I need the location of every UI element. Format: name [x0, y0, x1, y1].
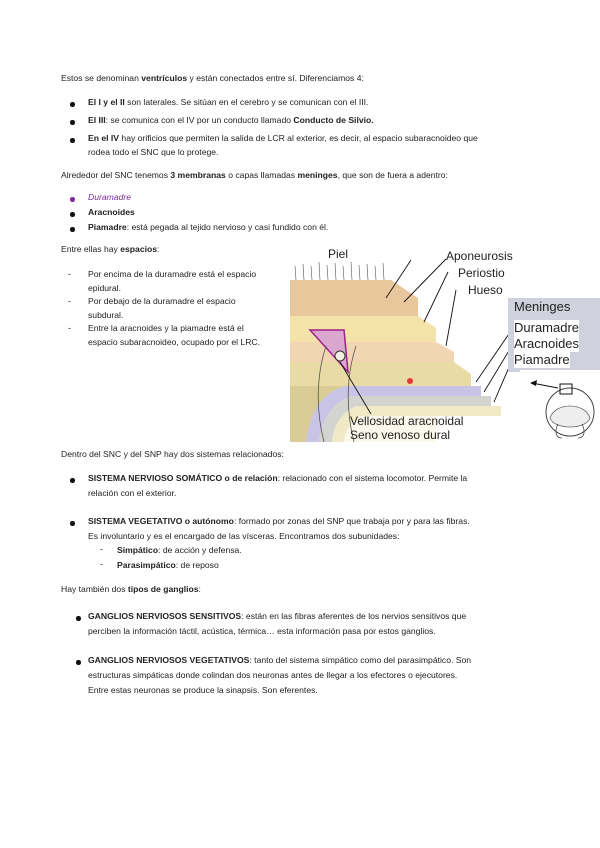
vessel-dot: [407, 378, 413, 384]
label-periostio: Periostio: [458, 266, 505, 280]
dash: -: [68, 269, 71, 279]
ganglia-bold: tipos de ganglios: [127, 584, 199, 594]
ganglia-intro: [61, 583, 517, 597]
ventricle-item-1: [88, 96, 518, 110]
vegetative-text: : formado por zonas del SNP que trabaja por y para las fibras.: [233, 516, 470, 526]
dash: -: [68, 323, 71, 333]
sensitive-text: : están en las fibras aferentes de los nervios sensitivos que: [241, 611, 467, 621]
space-2-line2: subdural.: [88, 309, 124, 320]
intro-text-end: y están conectados entre sí. Diferenciamos 4:: [187, 73, 364, 83]
vegetative-cont: Es involuntario y es el encargado de las vísceras. Encontramos dos subunidades:: [88, 531, 400, 541]
membrane-piamadre: [88, 221, 518, 235]
membranes-bold: 3 membranas: [170, 170, 226, 180]
somatic-cont: relación con el exterior.: [88, 488, 177, 498]
bullet: [70, 521, 75, 526]
membranes-intro: [61, 169, 517, 183]
membrane-aracnoides: [88, 206, 135, 220]
vegetative-bold: SISTEMA VEGETATIVO o autónomo: [88, 516, 234, 526]
ventricle-3-text: hay orificios que permiten la salida de LCR al exterior, es decir, al espacio subaracnoideo que: [119, 133, 478, 143]
intro-bold: ventrículos: [141, 73, 188, 83]
vegetative-system: [88, 515, 518, 529]
bone-top: [290, 362, 471, 386]
arachnoid-villus: [335, 351, 345, 361]
ventricle-item-3-cont: rodea todo el SNC que lo protege.: [88, 147, 219, 157]
space-3-line2: espacio subaracnoideo, ocupado por el LRC.: [88, 336, 260, 347]
label-piel: Piel: [328, 247, 349, 261]
bullet: [70, 120, 75, 125]
space-epidural: [88, 268, 288, 295]
label-aracnoides: Aracnoides: [514, 336, 580, 351]
membranes-text: Alrededor del SNC tenemos: [61, 170, 171, 180]
ganglia-vegetative: [88, 654, 516, 668]
head-sketch: [510, 372, 600, 442]
ventricle-2-bold-end: Conducto de Silvio.: [293, 115, 374, 125]
vegetative-ganglia-text: : tanto del sistema simpático como del parasimpático. Son: [249, 655, 472, 665]
vegetative-ganglia-bold: GANGLIOS NERVIOSOS VEGETATIVOS: [88, 655, 250, 665]
meninges-bold: meninges: [297, 170, 338, 180]
membranes-text-mid: o capas llamadas: [225, 170, 298, 180]
simpatico-text: : de acción y defensa.: [158, 545, 242, 555]
somatic-system: [88, 472, 516, 486]
spaces-bold: espacios: [120, 244, 158, 254]
spaces-text: Entre ellas hay: [61, 244, 121, 254]
ventricles-intro: [61, 72, 517, 86]
bullet: [70, 478, 75, 483]
hair-lines: [295, 262, 384, 280]
label-piamadre: Piamadre: [514, 352, 570, 367]
ganglia-sensitive-cont: perciben la información táctil, acústica, térmica… esta información pasa por estos ganglios.: [88, 626, 436, 636]
aponeurosis-layer: [290, 316, 436, 342]
meninges-diagram: [286, 246, 520, 442]
simpatico-bold: Simpático: [117, 545, 159, 555]
label-vellosidad: Vellosidad aracnoidal: [350, 414, 464, 428]
piamadre-bold: Piamadre: [88, 222, 127, 232]
label-hueso: Hueso: [468, 283, 503, 297]
label-meninges: Meninges: [514, 299, 571, 314]
sub-parasimpatico: [117, 559, 219, 573]
sensitive-bold: GANGLIOS NERVIOSOS SENSITIVOS: [88, 611, 242, 621]
bullet: [76, 616, 81, 621]
ganglia-vegetative-cont2: Entre estas neuronas se produce la sinapsis. Son eferentes.: [88, 685, 318, 695]
bullet: [70, 138, 75, 143]
parasimpatico-bold: Parasimpático: [117, 560, 176, 570]
ventricle-1-bold: El I y el II: [88, 97, 125, 107]
label-seno: Seno venoso dural: [350, 428, 451, 442]
bullet: [70, 212, 75, 217]
space-subaracnoideo: [88, 322, 293, 349]
dash: -: [100, 559, 103, 569]
ganglia-text: Hay también dos: [61, 584, 128, 594]
bullet: [70, 227, 75, 232]
parasimpatico-text: : de reposo: [175, 560, 219, 570]
systems-intro: Dentro del SNC y del SNP hay dos sistemas relacionados:: [61, 449, 284, 459]
sub-simpatico: [117, 544, 242, 558]
ventricle-item-2: [88, 114, 518, 128]
ganglia-sensitive: [88, 610, 516, 624]
periosteum-layer: [290, 342, 454, 362]
space-3-line1: Entre la aracnoides y la piamadre está el: [88, 323, 244, 333]
somatic-text: : relacionado con el sistema locomotor. Permite la: [277, 473, 468, 483]
bullet: [70, 102, 75, 107]
spaces-colon: :: [157, 244, 160, 254]
space-1-line1: Por encima de la duramadre está el espacio: [88, 269, 257, 279]
ganglia-vegetative-cont: estructuras simpáticas donde colindan dos neuronas antes de llegar a los efectores o ejecutores.: [88, 670, 458, 680]
space-2-line1: Por debajo de la duramadre el espacio: [88, 296, 236, 306]
somatic-bold: SISTEMA NERVIOSO SOMÁTICO o de relación: [88, 473, 278, 483]
ventricle-2-bold: El III: [88, 115, 106, 125]
intro-text: Estos se denominan: [61, 73, 142, 83]
bullet: [70, 197, 75, 202]
bullet: [76, 660, 81, 665]
label-duramadre: Duramadre: [514, 320, 580, 335]
space-subdural: [88, 295, 288, 322]
piamadre-text: : está pegada al tejido nervioso y casi fundido con él.: [126, 222, 329, 232]
skin-layer: [290, 280, 418, 316]
ventricle-item-3: [88, 132, 518, 146]
membrane-duramadre: Duramadre: [88, 192, 131, 202]
ventricle-1-text: son laterales. Se sitúan en el cerebro y se comunican con el III.: [124, 97, 369, 107]
dash: -: [100, 544, 103, 554]
ventricle-3-bold: En el IV: [88, 133, 120, 143]
ventricle-2-text: : se comunica con el IV por un conducto llamado: [105, 115, 294, 125]
aracnoides-bold: Aracnoides: [88, 207, 135, 217]
spaces-intro: [61, 243, 281, 257]
space-1-line2: epidural.: [88, 282, 121, 293]
membranes-text-end: , que son de fuera a adentro:: [337, 170, 448, 180]
dash: -: [68, 296, 71, 306]
label-aponeurosis: Aponeurosis: [446, 249, 513, 263]
ganglia-colon: :: [198, 584, 201, 594]
